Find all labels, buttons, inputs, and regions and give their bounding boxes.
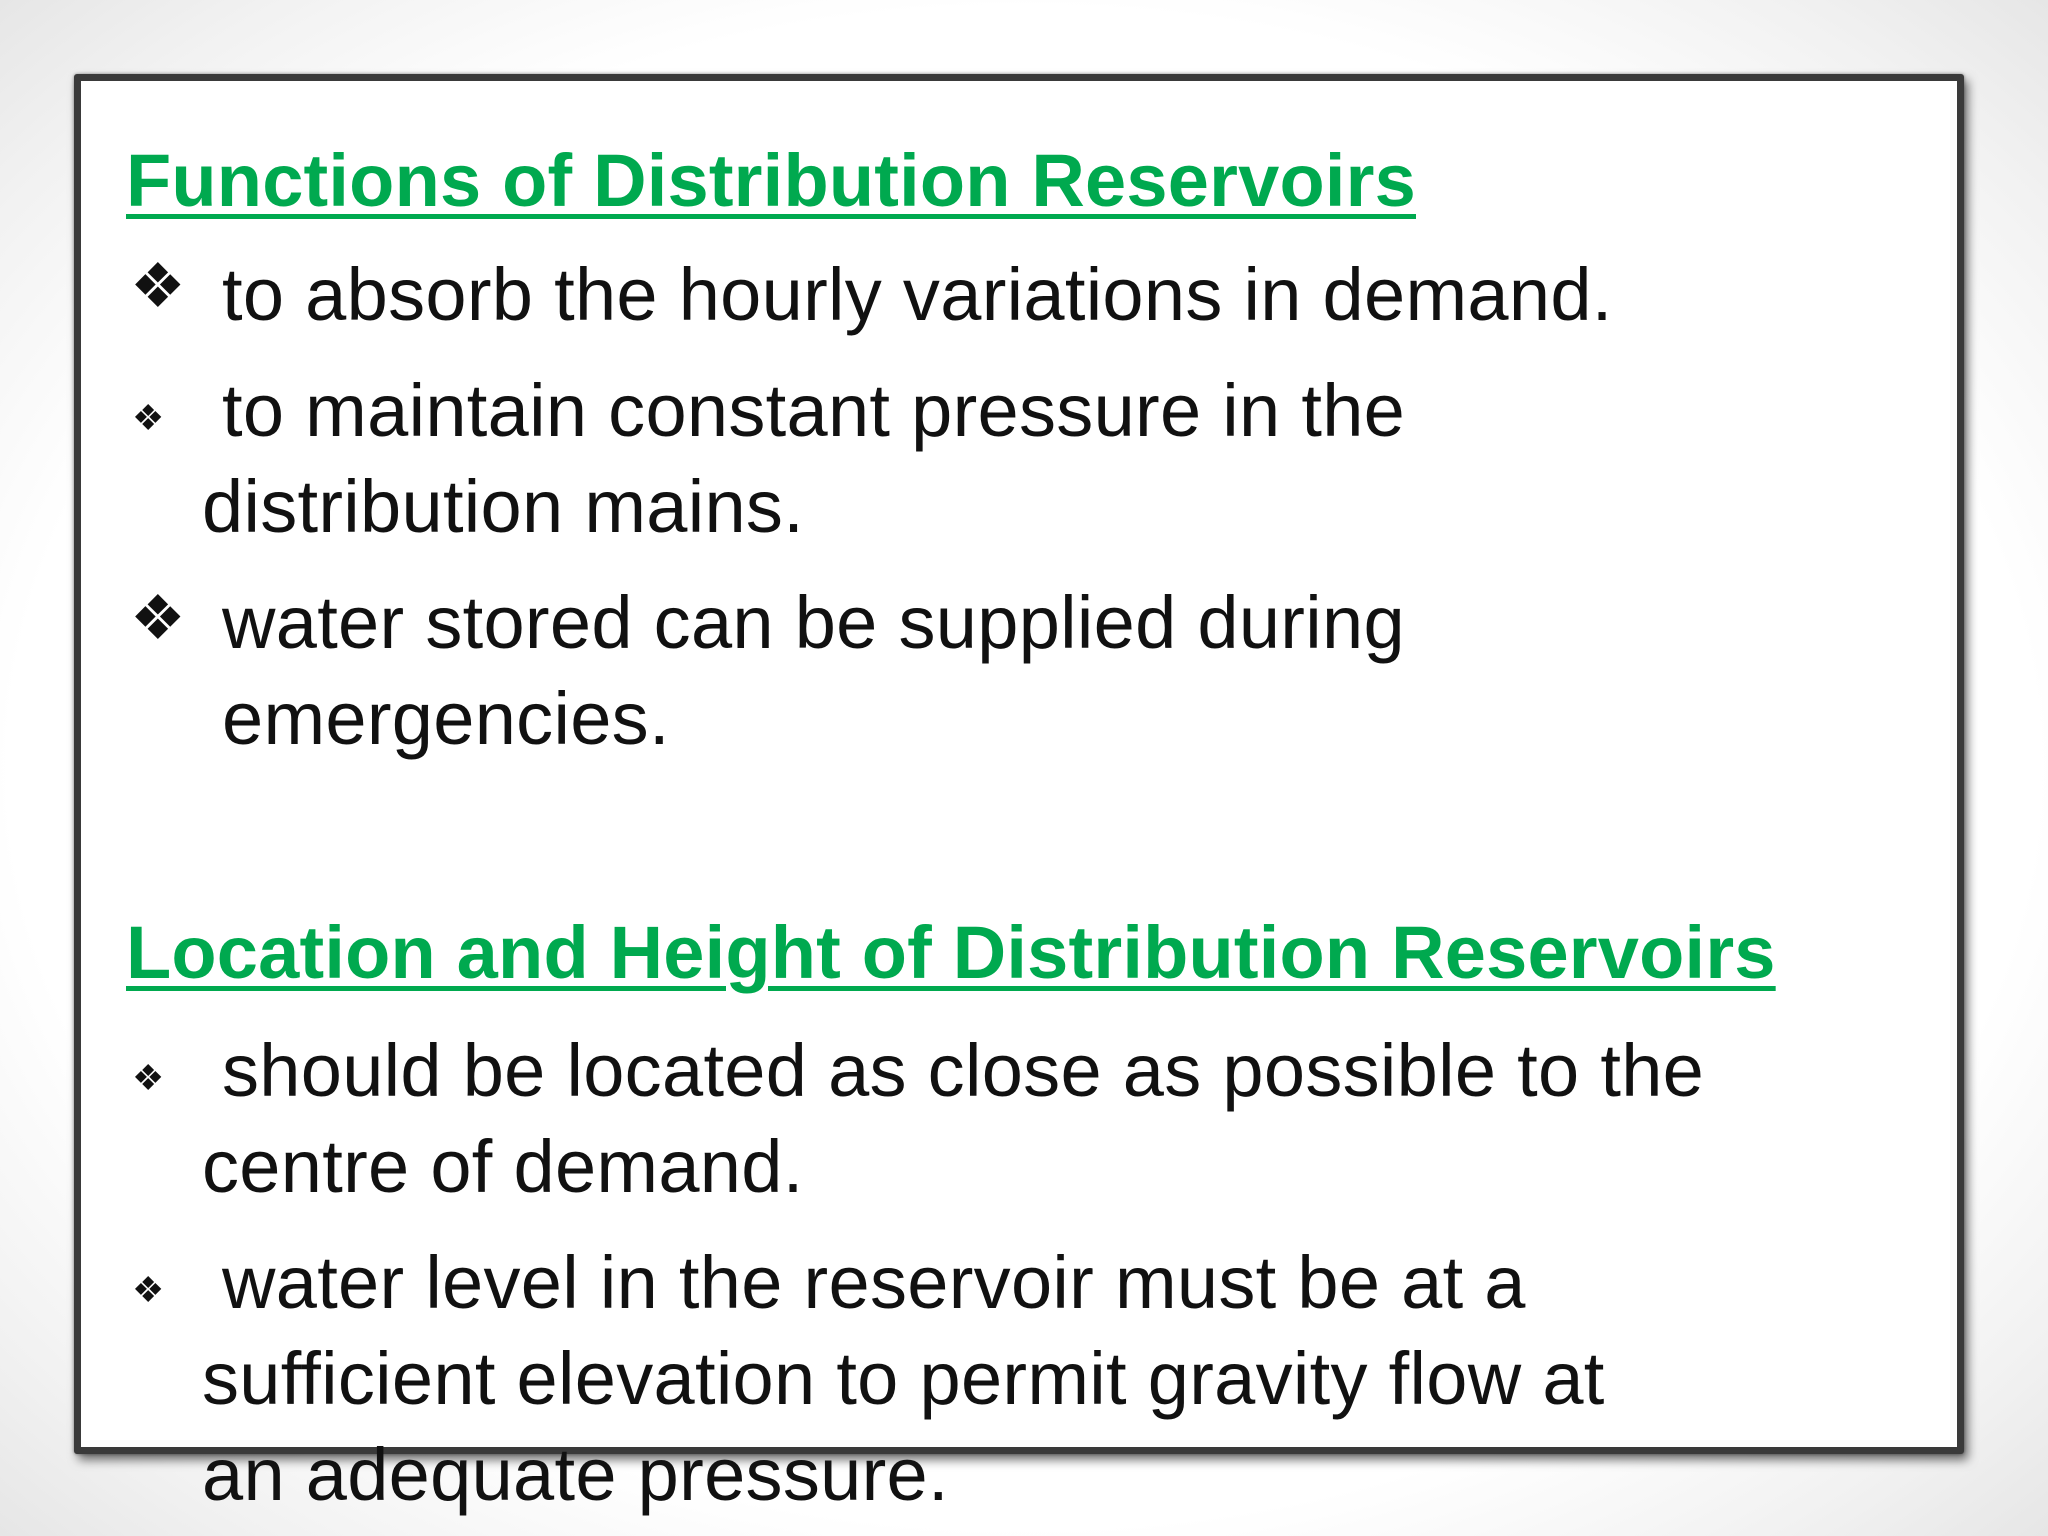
function-item-1-line-1: to absorb the hourly variations in demand.	[222, 253, 1613, 336]
location-item-2-line-2: sufficient elevation to permit gravity flow at	[202, 1337, 1605, 1420]
location-item-2-line-3: an adequate pressure.	[202, 1433, 949, 1516]
location-item-1-line-1: should be located as close as possible to the	[222, 1029, 1705, 1112]
bullet-diamond-icon: ❖	[130, 252, 186, 321]
location-item-1-line-2: centre of demand.	[202, 1125, 804, 1208]
function-item-2-line-2: distribution mains.	[202, 465, 805, 548]
bullet-diamond-icon: ❖	[130, 584, 186, 653]
function-item-3-line-2: emergencies.	[222, 677, 670, 760]
location-item-2-line-1: water level in the reservoir must be at a	[222, 1241, 1526, 1324]
bullet-diamond-icon: ❖	[132, 1057, 165, 1098]
heading-location-height: Location and Height of Distribution Reservoirs	[126, 911, 1776, 994]
function-item-3-line-1: water stored can be supplied during	[222, 581, 1405, 664]
bullet-diamond-icon: ❖	[132, 397, 165, 438]
bullet-diamond-icon: ❖	[132, 1269, 165, 1310]
function-item-2-line-1: to maintain constant pressure in the	[222, 369, 1406, 452]
heading-functions: Functions of Distribution Reservoirs	[126, 139, 1416, 222]
